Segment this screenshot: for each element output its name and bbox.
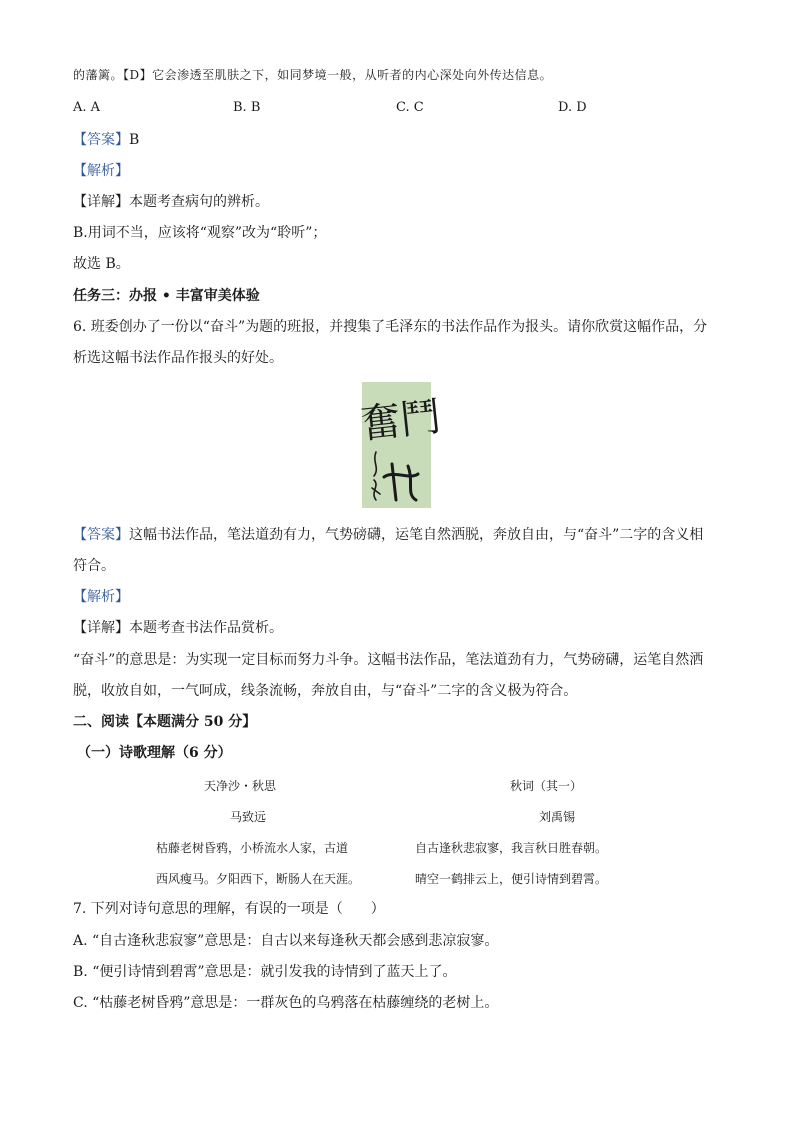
option-d: D. D [558,100,587,115]
q6-stem-line1: 6. 班委创办了一份以“奋斗”为题的班报，并搜集了毛泽东的书法作品作为报头。请你欣赏这幅作品，分 [73,319,708,335]
poem-left-author: 马致远 [230,810,267,824]
calligraphy-art [358,382,443,508]
q6-stem-line2: 析选这幅书法作品作报头的好处。 [73,350,283,366]
q5-analysis-tag: 【解析】 [73,163,129,179]
q5-explain: B.用词不当，应该将“观察”改为“聆听”； [73,225,327,241]
option-b: B. B [233,100,261,115]
poem-right-author: 刘禹锡 [539,810,576,824]
answer-text: 这幅书法作品，笔法道劲有力，气势磅礴，运笔自然洒脱，奔放自由，与“奋斗”二字的含义相 [129,527,704,543]
poem-right-line1: 自古逢秋悲寂寥，我言秋日胜春朝。 [415,841,608,855]
q7-stem: 7. 下列对诗句意思的理解，有误的一项是（ ） [73,901,385,917]
poem-left-title: 天净沙・秋思 [204,779,277,793]
poem-right-title: 秋词（其一） [510,779,583,793]
calligraphy-char-fen: 奮鬥 [358,394,443,449]
q6-detail-line1: “奋斗”的意思是：为实现一定目标而努力斗争。这幅书法作品，笔法道劲有力，气势磅礴，运笔自然洒 [73,652,704,668]
poem-right-line2: 晴空一鹤排云上，便引诗情到碧霄。 [415,872,608,886]
poem-left-line1: 枯藤老树昏鸦，小桥流水人家，古道 [156,841,349,855]
q6-detail: 【详解】本题考查书法作品赏析。 [73,620,283,636]
answer-tag: 【答案】 [73,527,129,543]
q5-detail: 【详解】本题考查病句的辨析。 [73,194,269,210]
q5-choose: 故选 B。 [73,256,130,272]
q6-answer-line1 [73,526,703,544]
section2-subtitle: （一）诗歌理解（6 分） [77,745,232,761]
q7-option-a: A. “自古逢秋悲寂寥”意思是：自古以来每逢秋天都会感到悲凉寂寥。 [73,933,499,949]
answer-value: B [129,132,140,148]
option-a: A. A [73,100,101,115]
q5-answer [73,131,139,149]
q6-answer-line2: 符合。 [73,558,115,574]
q7-option-b: B. “便引诗情到碧霄”意思是：就引发我的诗情到了蓝天上了。 [73,964,457,980]
q7-option-c: C. “枯藤老树昏鸦”意思是：一群灰色的乌鸦落在枯藤缠绕的老树上。 [73,995,499,1011]
answer-tag: 【答案】 [73,132,129,148]
poem-left-line2: 西风瘦马。夕阳西下，断肠人在天涯。 [156,872,361,886]
calligraphy-image [358,382,443,508]
q6-analysis-tag: 【解析】 [73,589,129,605]
q5-continuation: 的藩篱。【D】它会渗透至肌肤之下，如同梦境一般，从听者的内心深处向外传达信息。 [73,68,553,82]
option-c: C. C [396,100,424,115]
section2-title: 二、阅读【本题满分 50 分】 [73,714,257,730]
q6-detail-line2: 脱，收放自如，一气呵成，线条流畅，奔放自由，与“奋斗”二字的含义极为符合。 [73,683,578,699]
task3-title: 任务三：办报 • 丰富审美体验 [73,288,260,304]
